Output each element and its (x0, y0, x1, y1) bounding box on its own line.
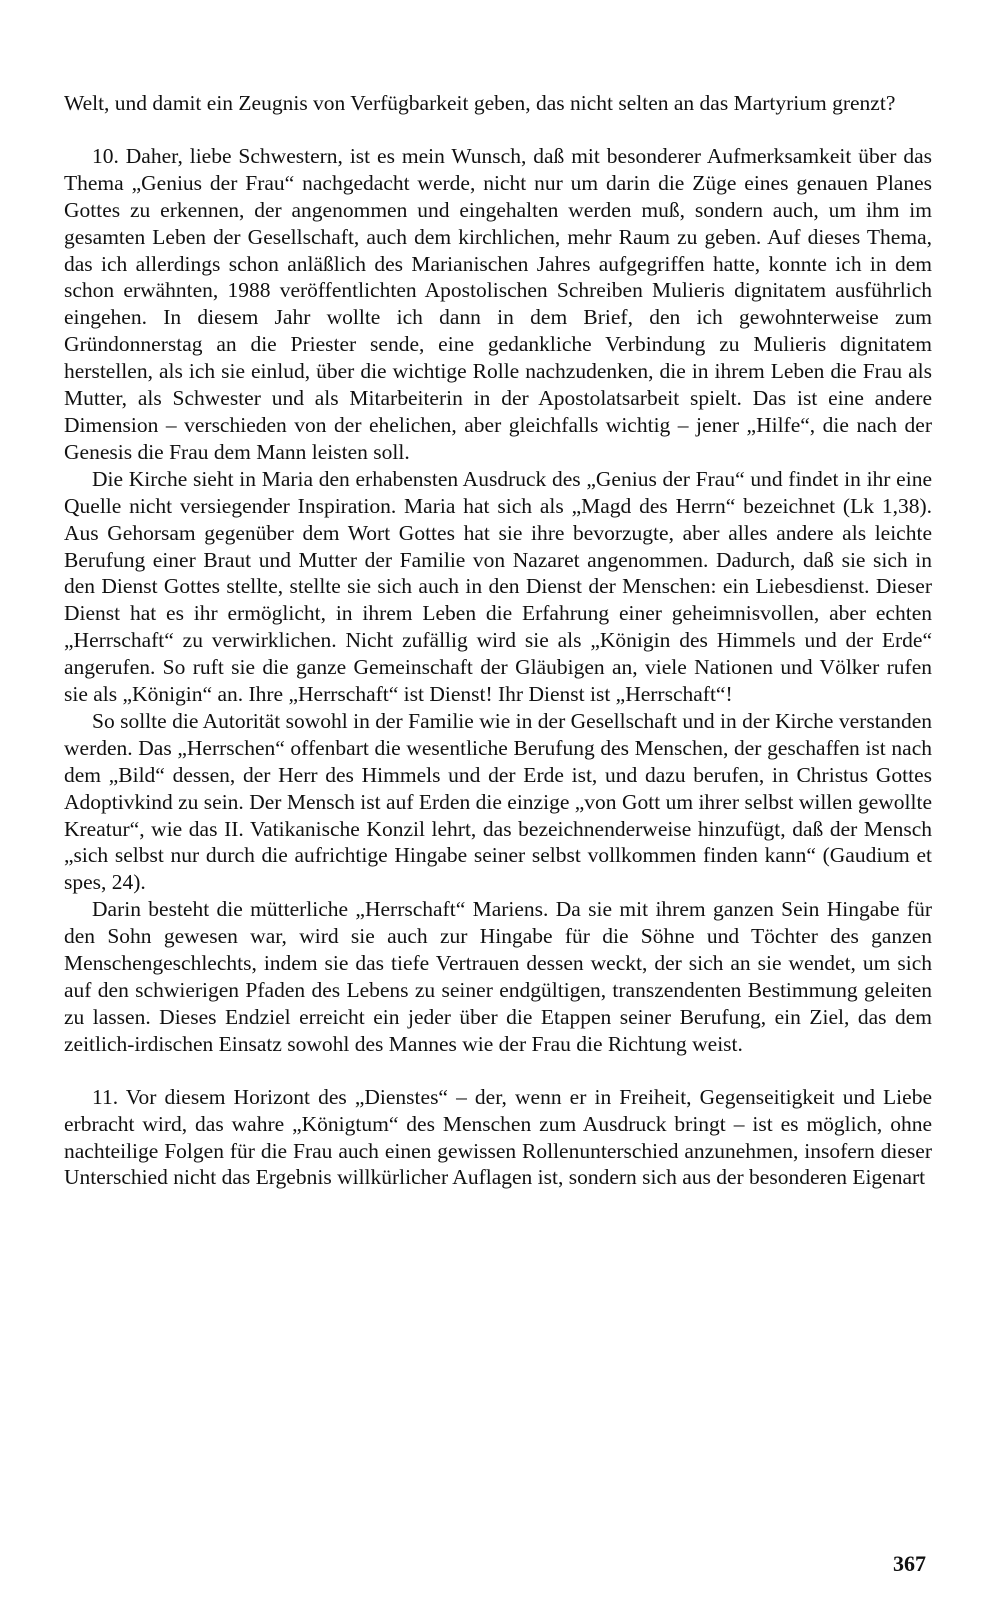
page-body (64, 90, 932, 1191)
paragraph-section-10: 10. Daher, liebe Schwestern, ist es mein Wunsch, daß mit besonderer Aufmerksamkeit über das Thema „Genius der Frau“ nachgedacht werde, nicht nur um darin die Züge eines genauen Planes Gottes zu erkennen, der angenommen und eingehalten werden muß, sondern auch, um ihm im gesamten Leben der Gesellschaft, auch dem kirchlichen, mehr Raum zu geben. Auf dieses Thema, das ich allerdings schon anläßlich des Marianischen Jahres aufgegriffen hatte, konnte ich in dem schon erwähnten, 1988 veröffentlichten Apostolischen Schreiben Mulieris dignitatem ausführlich eingehen. In diesem Jahr wollte ich dann in dem Brief, den ich gewohnterweise zum Gründonnerstag an die Priester sende, eine gedankliche Verbindung zu Mulieris dignitatem herstellen, als ich sie einlud, über die wichtige Rolle nachzudenken, die in ihrem Leben die Frau als Mutter, als Schwester und als Mitarbeiterin in der Apostolatsarbeit spielt. Das ist eine andere Dimension – verschieden von der ehelichen, aber gleichfalls wichtig – jener „Hilfe“, die nach der Genesis die Frau dem Mann leisten soll. (64, 143, 932, 464)
paragraph-maternal-rule: Darin besteht die mütterliche „Herrschaft“ Mariens. Da sie mit ihrem ganzen Sein Hingabe für den Sohn gewesen war, wird sie auch zur Hingabe für die Söhne und Töchter des ganzen Menschengeschlechts, indem sie das tiefe Vertrauen dessen weckt, der sich an sie wendet, um sich auf den schwierigen Pfaden des Lebens zu seiner endgültigen, transzendenten Bestimmung geleiten zu lassen. Dieses Endziel erreicht ein jeder über die Etappen seiner Berufung, ein Ziel, das dem zeitlich-irdischen Einsatz sowohl des Mannes wie der Frau die Richtung weist. (64, 897, 932, 1056)
paragraph-maria: Die Kirche sieht in Maria den erhabensten Ausdruck des „Genius der Frau“ und findet in ihr eine Quelle nicht versiegender Inspiration. Maria hat sich als „Magd des Herrn“ bezeichnet (Lk 1,38). Aus Gehorsam gegenüber dem Wort Gottes hat sie ihre bevorzugte, aber alles andere als leichte Berufung einer Braut und Mutter der Familie von Nazaret angenommen. Dadurch, daß sie sich in den Dienst Gottes stellte, stellte sie sich auch in den Dienst der Menschen: ein Liebesdienst. Dieser Dienst hat es ihr ermöglicht, in ihrem Leben die Erfahrung einer geheimnisvollen, aber echten „Herrschaft“ zu verwirklichen. Nicht zufällig wird sie als „Königin des Himmels und der Erde“ angerufen. So ruft sie die ganze Gemeinschaft der Gläubigen an, viele Nationen und Völker rufen sie als „Königin“ an. Ihre „Herrschaft“ ist Dienst! Ihr Dienst ist „Herrschaft“! (64, 466, 932, 707)
page-number: 367 (893, 1551, 926, 1576)
paragraph-section-11: 11. Vor diesem Horizont des „Dienstes“ – der, wenn er in Freiheit, Gegenseitigkeit und Liebe erbracht wird, das wahre „Königtum“ des Menschen zum Ausdruck bringt – ist es möglich, ohne nachteilige Folgen für die Frau auch einen gewissen Rollenunterschied anzunehmen, insofern dieser Unterschied nicht das Ergebnis willkürlicher Auflagen ist, sondern sich aus der besonderen Eigenart (64, 1084, 932, 1190)
paragraph-continuation: Welt, und damit ein Zeugnis von Verfügbarkeit geben, das nicht selten an das Martyrium grenzt? (64, 91, 896, 115)
paragraph-authority: So sollte die Autorität sowohl in der Familie wie in der Gesellschaft und in der Kirche verstanden werden. Das „Herrschen“ offenbart die wesentliche Berufung des Menschen, der geschaffen ist nach dem „Bild“ dessen, der Herr des Himmels und der Erde ist, und dazu berufen, in Christus Gottes Adoptivkind zu sein. Der Mensch ist auf Erden die einzige „von Gott um ihrer selbst willen gewollte Kreatur“, wie das II. Vatikanische Konzil lehrt, das bezeichnenderweise hinzufügt, daß der Mensch „sich selbst nur durch die aufrichtige Hingabe seiner selbst vollkommen finden kann“ (Gaudium et spes, 24). (64, 708, 932, 895)
